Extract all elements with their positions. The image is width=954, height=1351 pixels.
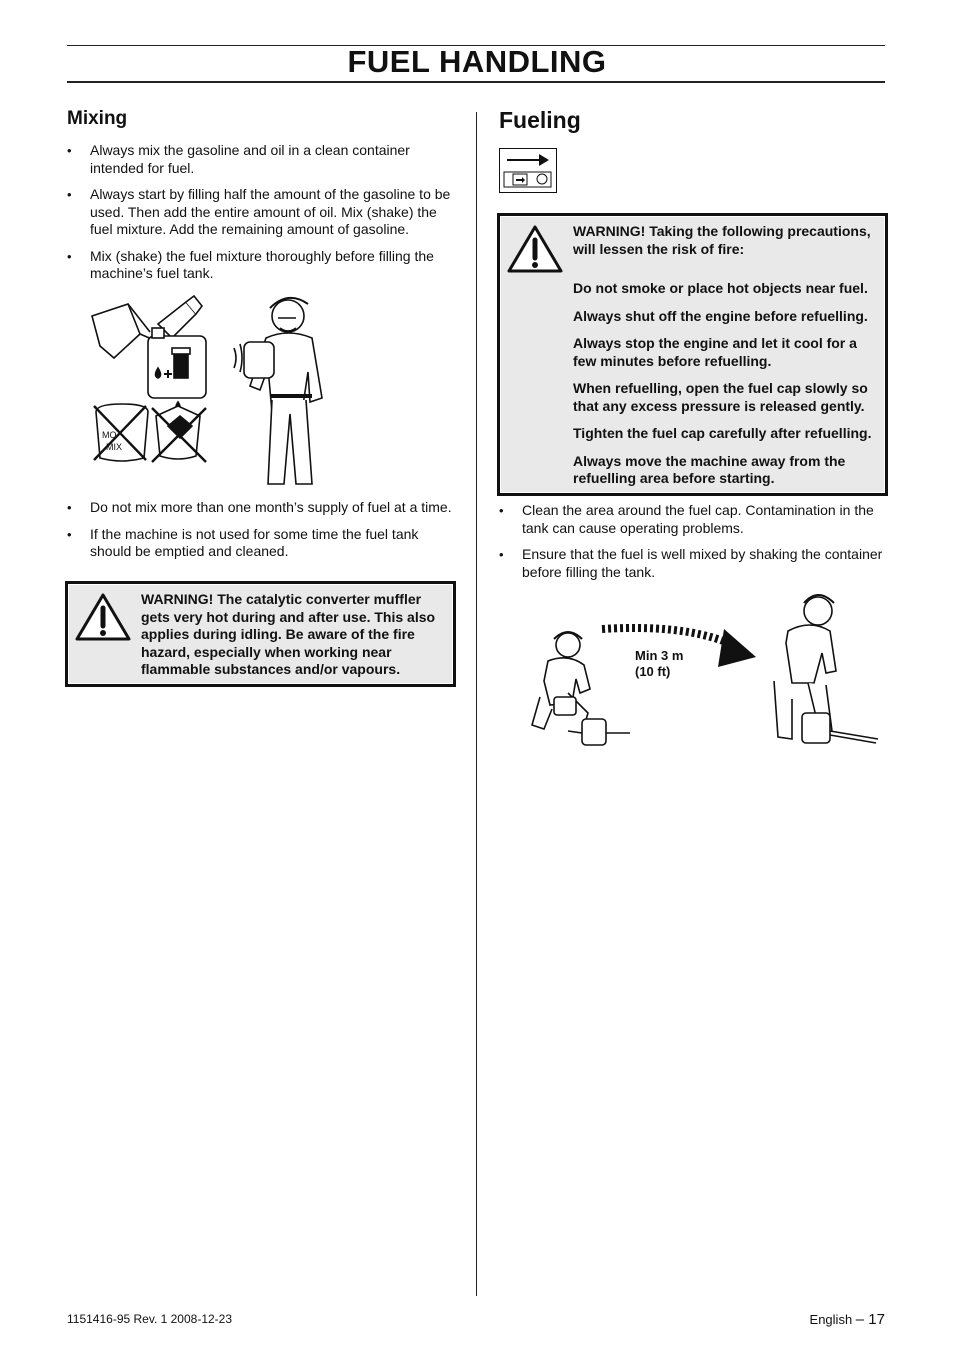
fueling-bullets xyxy=(499,502,885,590)
distance-label: Min 3 m xyxy=(635,648,684,663)
warning-line: When refuelling, open the fuel cap slowly so that any excess pressure is released gently. xyxy=(573,380,868,414)
page-number-value: – 17 xyxy=(855,1311,885,1328)
page-number xyxy=(810,1311,885,1328)
warning-triangle-icon xyxy=(74,592,132,642)
muffler-warning-box xyxy=(65,581,456,687)
document-reference: 1151416-95 Rev. 1 2008-12-23 xyxy=(67,1312,233,1326)
language-label: English xyxy=(809,1312,853,1327)
list-item: • Ensure that the fuel is well mixed by shaking the container before filling the tank. xyxy=(499,546,885,581)
warning-line: Always shut off the engine before refuelling. xyxy=(573,307,868,324)
mixing-heading: Mixing xyxy=(67,108,128,129)
page-title: FUEL HANDLING xyxy=(347,44,607,79)
fuel-mixing-illustration xyxy=(88,288,358,488)
distance-label-ft: (10 ft) xyxy=(635,664,671,679)
warning-line: Tighten the fuel cap carefully after refuelling. xyxy=(573,425,872,441)
warning-line: Always move the machine away from the refuelling area before starting. xyxy=(573,452,846,486)
list-item: • Mix (shake) the fuel mixture thoroughly before filling the machine’s fuel tank. xyxy=(67,248,459,283)
svg-text:MIX: MIX xyxy=(106,442,123,452)
warning-line: Always stop the engine and let it cool for a few minutes before refuelling. xyxy=(573,335,857,369)
mixing-bullets-bottom xyxy=(67,499,459,570)
list-item: • If the machine is not used for some time the fuel tank should be emptied and cleaned. xyxy=(67,526,459,561)
list-item: • Always mix the gasoline and oil in a clean container intended for fuel. xyxy=(67,142,459,177)
mixing-bullets-top xyxy=(67,142,459,292)
warning-triangle-icon xyxy=(506,224,564,274)
fueling-heading: Fueling xyxy=(499,107,581,133)
list-item: • Clean the area around the fuel cap. Contamination in the tank can cause operating problems. xyxy=(499,502,885,537)
list-item: • Do not mix more than one month’s supply of fuel at a time. xyxy=(67,499,459,517)
list-item: • Always start by filling half the amount of the gasoline to be used. Then add the entire amount of oil. Mix (shake) the fuel mixture. Add the remaining amount of gasoline. xyxy=(67,186,459,239)
header-bottom-rule xyxy=(67,81,885,83)
fire-warning-box xyxy=(497,213,888,496)
warning-line: Do not smoke or place hot objects near fuel. xyxy=(573,280,868,296)
fuel-symbol-icon xyxy=(499,148,557,193)
refuel-distance-illustration xyxy=(518,585,882,750)
muffler-warning-text: WARNING! The catalytic converter muffler gets very hot during and after use. This also applies during idling. Be aware of the fire hazard, especially when working near flammable substances and/or vapours. xyxy=(141,591,436,677)
column-divider xyxy=(476,112,477,1296)
svg-text:MO: MO xyxy=(102,430,117,440)
fire-warning-text xyxy=(573,223,883,498)
warning-intro: WARNING! Taking the following precautions, will lessen the risk of fire: xyxy=(573,223,871,257)
